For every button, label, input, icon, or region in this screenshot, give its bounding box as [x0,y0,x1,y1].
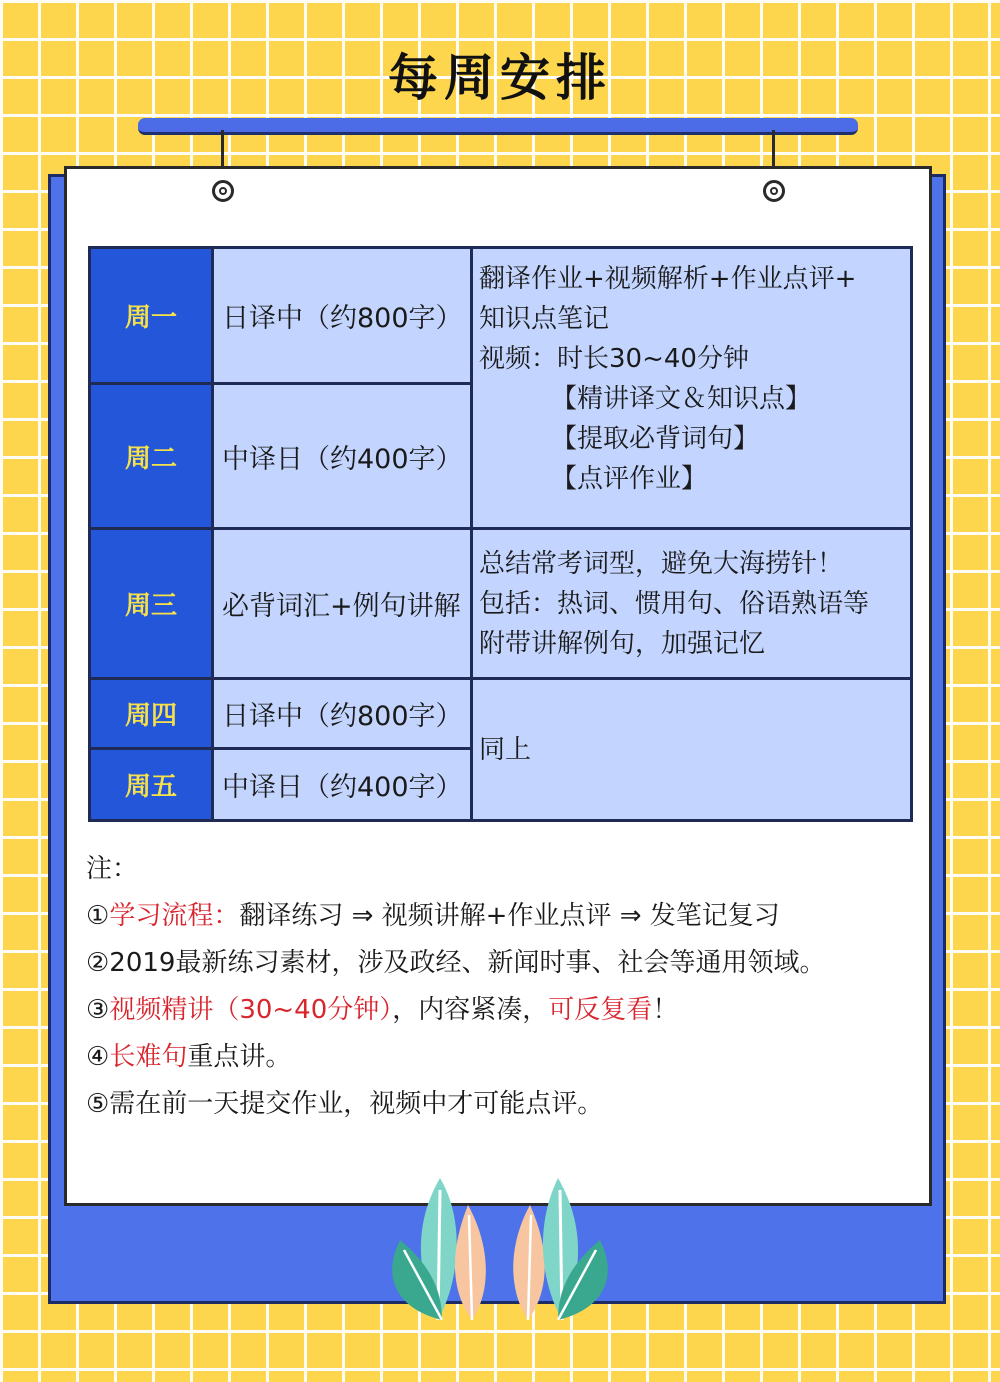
left-peach-leaf-icon [455,1205,486,1320]
notes-section [86,846,916,1128]
description-line: 翻译作业+视频解析+作业点评+ [479,264,857,294]
description-line: 视频：时长30~40分钟 [479,344,749,374]
right-peach-leaf-icon [513,1205,545,1320]
task-cell: 日译中（约800字） [213,679,472,749]
note-number: ④ [86,1042,110,1072]
note-item [86,987,916,1034]
description-cell-wed [472,529,912,679]
description-line: 【点评作业】 [551,464,708,494]
description-line: 【精讲译文＆知识点】 [551,384,812,414]
schedule-table [88,246,913,822]
note-highlight: 视频精讲（30~40分钟） [109,995,393,1025]
note-text: ，内容紧凑， [392,995,549,1025]
task-cell: 必背词汇+例句讲解 [213,529,472,679]
note-item [86,1034,916,1081]
page-title: 每周安排 [388,49,612,107]
description-line: 【提取必背词句】 [551,424,760,454]
hanger-bar [138,118,858,135]
right-ring-icon [763,180,785,202]
task-cell: 日译中（约800字） [213,248,472,384]
left-ring-icon [212,180,234,202]
note-item [86,893,916,940]
day-cell: 周五 [90,749,213,821]
description-cell-thu-fri: 同上 [472,679,912,821]
description-line: 知识点笔记 [479,304,610,334]
table-row [90,679,912,749]
description-cell-mon-tue [472,248,912,529]
day-cell: 周一 [90,248,213,384]
note-item: ⑤需在前一天提交作业，视频中才可能点评。 [86,1089,604,1119]
description-line: 附带讲解例句，加强记忆 [479,628,766,659]
note-highlight: 长难句 [109,1042,188,1072]
table-row [90,529,912,679]
task-cell: 中译日（约400字） [213,384,472,529]
note-text: ！ [652,995,679,1025]
note-number: ③ [86,995,110,1025]
day-cell: 周三 [90,529,213,679]
table-row [90,248,912,384]
plant-decoration-icon [380,1170,620,1320]
day-cell: 周四 [90,679,213,749]
day-cell: 周二 [90,384,213,529]
note-number: ① [86,901,110,931]
note-highlight: 学习流程： [109,901,240,931]
note-item: ②2019最新练习素材，涉及政经、新闻时事、社会等通用领域。 [86,948,826,978]
description-line: 包括：热词、惯用句、俗语熟语等 [479,588,870,619]
description-line: 总结常考词型，避免大海捞针！ [479,548,844,579]
note-highlight: 可反复看 [548,995,653,1025]
task-cell: 中译日（约400字） [213,749,472,821]
notes-heading: 注： [86,854,139,884]
note-text: 翻译练习 ⇒ 视频讲解+作业点评 ⇒ 发笔记复习 [239,901,780,931]
note-text: 重点讲。 [187,1042,292,1072]
